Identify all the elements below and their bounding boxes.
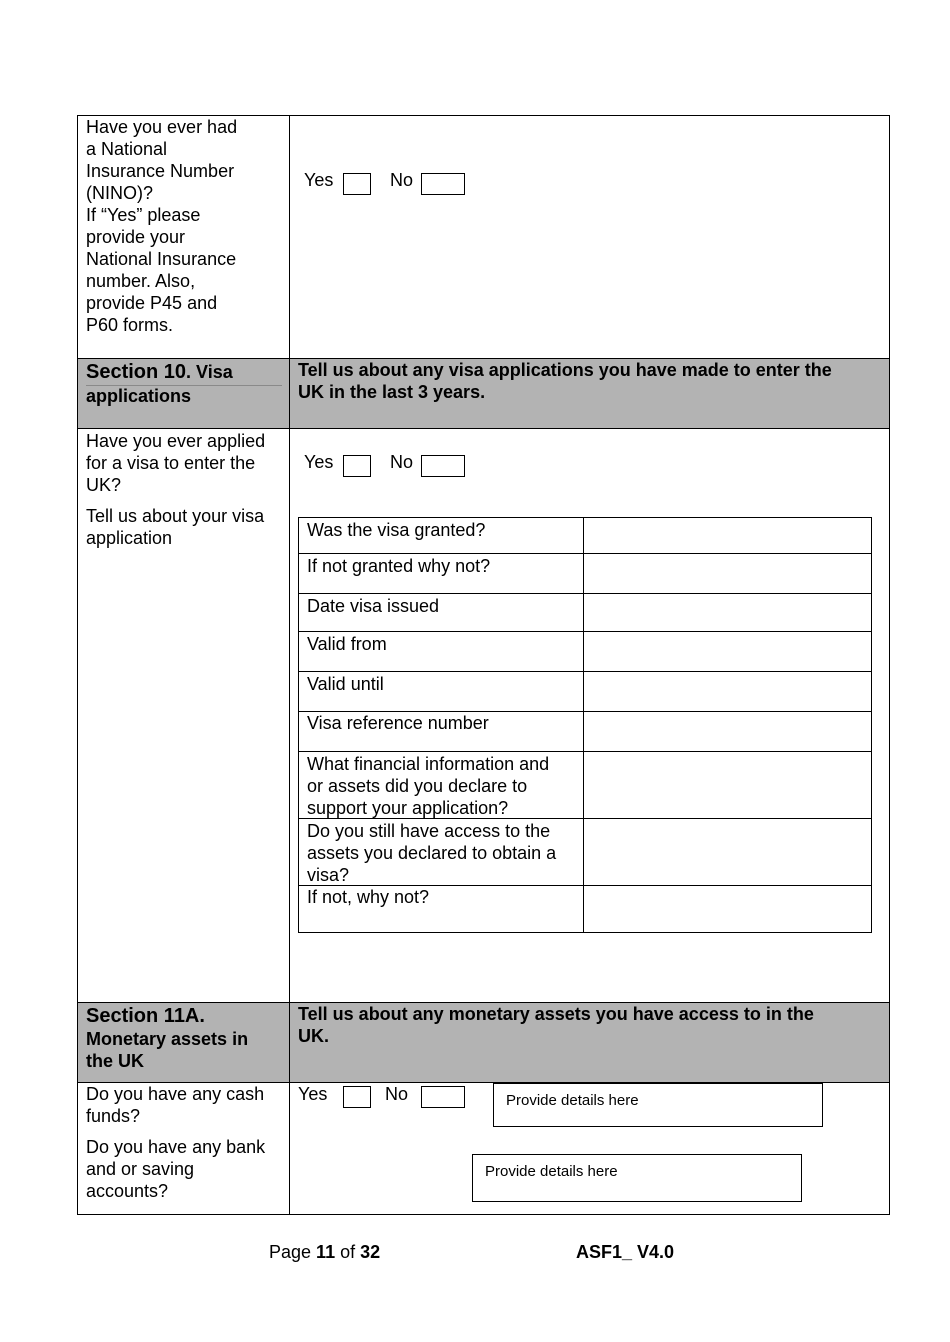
section11a-title-line2: Monetary assets in the UK [86, 1029, 249, 1071]
page-of: of [335, 1242, 361, 1262]
nino-no-label: No [390, 170, 414, 190]
section11a-no-label: No [385, 1084, 409, 1104]
section10-title-suffix: . Visa [186, 362, 233, 382]
visa-answer-not-granted-reason[interactable] [585, 555, 870, 592]
section10-question2: Tell us about your visa application [86, 506, 265, 548]
row-divider [77, 428, 890, 429]
visa-row-label-valid-from: Valid from [307, 634, 387, 654]
visa-row-label-reference-number: Visa reference number [307, 713, 489, 733]
visa-table-column-divider [583, 517, 584, 933]
page-number [269, 1241, 380, 1263]
visa-row-label-valid-until: Valid until [307, 674, 384, 694]
section11a-no-checkbox[interactable] [421, 1086, 465, 1108]
visa-answer-date-issued[interactable] [585, 595, 870, 630]
page-current: 11 [316, 1242, 336, 1262]
section11a-yes-label: Yes [298, 1084, 328, 1104]
page-total: 32 [360, 1242, 381, 1262]
section10-no-label: No [390, 452, 414, 472]
visa-row-label-granted: Was the visa granted? [307, 520, 486, 540]
visa-row-label-not-granted-reason: If not granted why not? [307, 556, 491, 576]
section10-title [86, 360, 286, 384]
section10-no-checkbox[interactable] [421, 455, 465, 477]
nino-yes-label: Yes [304, 170, 334, 190]
visa-table-row-divider [298, 671, 872, 672]
visa-answer-valid-until[interactable] [585, 673, 870, 710]
visa-answer-reference-number[interactable] [585, 713, 870, 750]
section11a-question-bank: Do you have any bank and or saving accounts? [86, 1137, 266, 1201]
table-border-left [77, 115, 78, 1215]
nino-question: Have you ever had a National Insurance Number (NINO)? If “Yes” please provide your National Insurance number. Also, provide P45 and P60 forms. [86, 117, 238, 335]
visa-table-row-divider [298, 631, 872, 632]
visa-row-label-why-not: If not, why not? [307, 887, 430, 907]
section11a-yes-checkbox[interactable] [343, 1086, 371, 1108]
table-border-bottom [77, 1214, 890, 1215]
visa-answer-financial-information[interactable] [585, 753, 870, 817]
visa-table-row-divider [298, 553, 872, 554]
section11a-question-cash: Do you have any cash funds? [86, 1084, 265, 1126]
section10-yes-label: Yes [304, 452, 334, 472]
bank-accounts-details-field[interactable]: Provide details here [472, 1154, 802, 1202]
visa-row-label-asset-access: Do you still have access to the assets you declared to obtain a visa? [307, 821, 557, 885]
nino-yes-checkbox[interactable] [343, 173, 371, 195]
visa-answer-valid-from[interactable] [585, 633, 870, 670]
table-border-right [889, 115, 890, 1215]
document-reference: ASF1_ V4.0 [576, 1242, 675, 1262]
section10-title-prefix: Section 10 [86, 361, 187, 383]
visa-row-label-financial-information: What financial information and or assets did you declare to support your application? [307, 754, 550, 818]
section10-title-line2: applications [86, 386, 192, 406]
visa-table-row-divider [298, 593, 872, 594]
section10-prompt: Tell us about any visa applications you have made to enter the UK in the last 3 years. [298, 360, 832, 402]
column-divider [289, 115, 290, 1215]
visa-table-row-divider [298, 751, 872, 752]
section10-yes-checkbox[interactable] [343, 455, 371, 477]
section10-question1: Have you ever applied for a visa to enter the UK? [86, 431, 266, 495]
page-prefix: Page [269, 1242, 317, 1262]
nino-no-checkbox[interactable] [421, 173, 465, 195]
visa-answer-why-not[interactable] [585, 887, 870, 931]
visa-row-label-date-issued: Date visa issued [307, 596, 440, 616]
visa-answer-granted[interactable] [585, 519, 870, 552]
section11a-prompt: Tell us about any monetary assets you have access to in the UK. [298, 1004, 814, 1046]
section11a-title-line1: Section 11A. [86, 1005, 205, 1027]
visa-answer-asset-access[interactable] [585, 820, 870, 884]
cash-funds-details-field[interactable]: Provide details here [493, 1083, 823, 1127]
